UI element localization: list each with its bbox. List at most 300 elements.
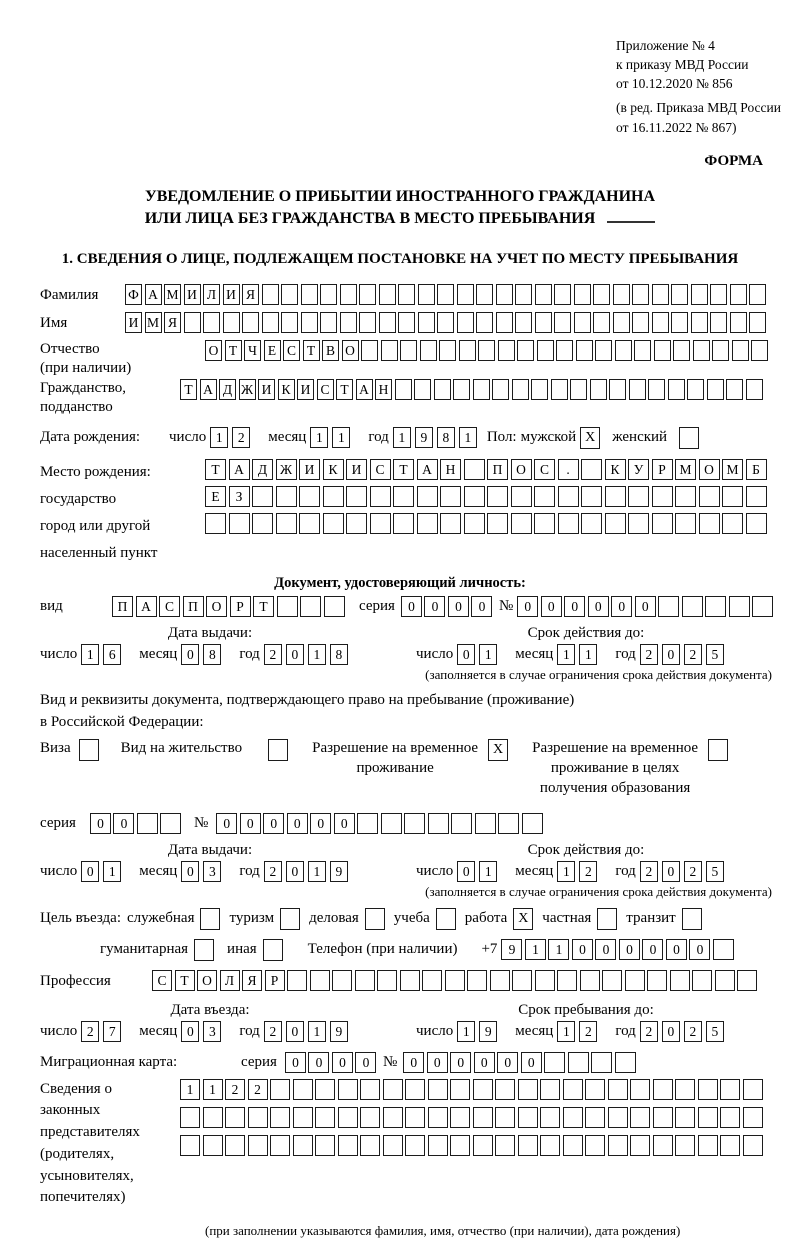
char-cell[interactable] [340,312,357,333]
char-cell[interactable]: Е [205,486,226,507]
char-cell[interactable] [557,970,577,991]
char-cell[interactable]: И [184,284,201,305]
char-cell[interactable] [632,284,649,305]
char-cell[interactable]: Я [164,312,181,333]
char-cell[interactable] [732,340,749,361]
char-cell[interactable] [698,1079,718,1100]
char-cell[interactable]: 1 [103,861,121,882]
char-cell[interactable] [242,312,259,333]
temp-residence-checkbox[interactable]: X [488,739,508,761]
char-cell[interactable]: 0 [403,1052,424,1073]
sex-male-checkbox[interactable]: X [580,427,600,449]
char-cell[interactable] [648,379,665,400]
char-cell[interactable] [712,340,729,361]
char-cell[interactable] [395,379,412,400]
char-cell[interactable]: 5 [706,644,724,665]
char-cell[interactable]: Б [746,459,767,480]
char-cell[interactable] [393,486,414,507]
char-cell[interactable] [581,513,602,534]
char-cell[interactable] [595,340,612,361]
char-cell[interactable]: 3 [203,1021,221,1042]
char-cell[interactable] [467,970,487,991]
char-cell[interactable] [487,513,508,534]
char-cell[interactable] [630,1079,650,1100]
char-cell[interactable] [675,1107,695,1128]
char-cell[interactable] [585,1107,605,1128]
char-cell[interactable] [630,1107,650,1128]
purpose-sluzhebnaya-checkbox[interactable] [200,908,220,930]
char-cell[interactable] [540,1079,560,1100]
char-cell[interactable]: И [125,312,142,333]
char-cell[interactable] [324,596,345,617]
char-cell[interactable] [535,312,552,333]
char-cell[interactable]: 0 [286,1021,304,1042]
char-cell[interactable] [475,813,496,834]
char-cell[interactable] [574,312,591,333]
char-cell[interactable] [671,284,688,305]
char-cell[interactable] [535,284,552,305]
char-cell[interactable] [563,1135,583,1156]
char-cell[interactable] [457,284,474,305]
char-cell[interactable]: 0 [332,1052,353,1073]
char-cell[interactable]: 1 [180,1079,200,1100]
char-cell[interactable]: К [605,459,626,480]
char-cell[interactable] [540,1107,560,1128]
char-cell[interactable] [554,284,571,305]
char-cell[interactable]: 1 [393,427,411,448]
char-cell[interactable] [203,1107,223,1128]
char-cell[interactable] [535,970,555,991]
char-cell[interactable] [487,486,508,507]
char-cell[interactable]: 0 [572,939,593,960]
char-cell[interactable]: В [322,340,339,361]
char-cell[interactable] [591,1052,612,1073]
char-cell[interactable] [534,513,555,534]
temp-residence-education-checkbox[interactable] [708,739,728,761]
char-cell[interactable] [381,340,398,361]
char-cell[interactable] [404,813,425,834]
char-cell[interactable]: 1 [308,1021,326,1042]
char-cell[interactable]: 0 [263,813,284,834]
char-cell[interactable]: 9 [501,939,522,960]
char-cell[interactable] [613,284,630,305]
char-cell[interactable]: 9 [415,427,433,448]
char-cell[interactable] [492,379,509,400]
char-cell[interactable] [293,1135,313,1156]
char-cell[interactable] [608,1107,628,1128]
char-cell[interactable] [451,813,472,834]
char-cell[interactable] [707,379,724,400]
purpose-delovaya-checkbox[interactable] [365,908,385,930]
char-cell[interactable] [715,970,735,991]
char-cell[interactable]: 1 [579,644,597,665]
char-cell[interactable] [434,379,451,400]
char-cell[interactable] [252,513,273,534]
char-cell[interactable] [687,379,704,400]
char-cell[interactable]: А [145,284,162,305]
char-cell[interactable] [512,970,532,991]
char-cell[interactable]: И [346,459,367,480]
char-cell[interactable]: 0 [471,596,492,617]
char-cell[interactable] [671,312,688,333]
char-cell[interactable] [360,1107,380,1128]
char-cell[interactable] [360,1135,380,1156]
char-cell[interactable] [315,1079,335,1100]
char-cell[interactable] [653,1107,673,1128]
char-cell[interactable] [338,1135,358,1156]
char-cell[interactable]: К [323,459,344,480]
char-cell[interactable]: П [183,596,204,617]
char-cell[interactable]: П [487,459,508,480]
char-cell[interactable]: 0 [181,861,199,882]
char-cell[interactable] [473,1107,493,1128]
char-cell[interactable]: О [206,596,227,617]
char-cell[interactable] [574,284,591,305]
char-cell[interactable] [495,1079,515,1100]
char-cell[interactable] [675,1079,695,1100]
char-cell[interactable]: 0 [564,596,585,617]
char-cell[interactable] [360,1079,380,1100]
char-cell[interactable] [301,284,318,305]
char-cell[interactable] [730,312,747,333]
char-cell[interactable] [511,486,532,507]
char-cell[interactable]: 0 [310,813,331,834]
char-cell[interactable]: Ч [244,340,261,361]
char-cell[interactable] [439,340,456,361]
char-cell[interactable]: О [197,970,217,991]
char-cell[interactable] [398,284,415,305]
char-cell[interactable]: 2 [264,861,282,882]
char-cell[interactable] [450,1107,470,1128]
char-cell[interactable] [512,379,529,400]
char-cell[interactable] [270,1107,290,1128]
char-cell[interactable]: Р [230,596,251,617]
char-cell[interactable]: 2 [640,1021,658,1042]
char-cell[interactable]: 1 [210,427,228,448]
char-cell[interactable] [737,970,757,991]
char-cell[interactable] [608,1079,628,1100]
sex-female-checkbox[interactable] [679,427,699,449]
char-cell[interactable]: Е [264,340,281,361]
char-cell[interactable]: 0 [666,939,687,960]
char-cell[interactable]: 9 [330,861,348,882]
char-cell[interactable]: 0 [474,1052,495,1073]
char-cell[interactable] [593,284,610,305]
char-cell[interactable] [581,486,602,507]
char-cell[interactable]: 1 [308,861,326,882]
char-cell[interactable]: 1 [479,644,497,665]
char-cell[interactable]: 0 [457,644,475,665]
char-cell[interactable] [450,1079,470,1100]
char-cell[interactable]: 0 [595,939,616,960]
char-cell[interactable] [675,513,696,534]
char-cell[interactable]: С [534,459,555,480]
char-cell[interactable] [225,1135,245,1156]
char-cell[interactable] [713,939,734,960]
char-cell[interactable]: 0 [541,596,562,617]
char-cell[interactable] [556,340,573,361]
char-cell[interactable]: 2 [579,861,597,882]
char-cell[interactable] [585,1135,605,1156]
char-cell[interactable]: 1 [332,427,350,448]
purpose-tranzit-checkbox[interactable] [682,908,702,930]
char-cell[interactable] [400,340,417,361]
char-cell[interactable]: 1 [310,427,328,448]
char-cell[interactable] [496,312,513,333]
char-cell[interactable] [710,284,727,305]
char-cell[interactable] [338,1079,358,1100]
char-cell[interactable] [498,813,519,834]
char-cell[interactable] [605,513,626,534]
purpose-ucheba-checkbox[interactable] [436,908,456,930]
char-cell[interactable]: 0 [611,596,632,617]
char-cell[interactable]: Т [393,459,414,480]
char-cell[interactable] [515,312,532,333]
char-cell[interactable] [675,486,696,507]
char-cell[interactable] [668,379,685,400]
char-cell[interactable] [652,284,669,305]
char-cell[interactable]: А [136,596,157,617]
char-cell[interactable] [746,486,767,507]
char-cell[interactable] [310,970,330,991]
char-cell[interactable] [440,486,461,507]
char-cell[interactable] [252,486,273,507]
char-cell[interactable] [522,813,543,834]
char-cell[interactable] [558,486,579,507]
char-cell[interactable] [445,970,465,991]
char-cell[interactable]: Т [303,340,320,361]
char-cell[interactable]: 0 [588,596,609,617]
visa-checkbox[interactable] [79,739,99,761]
char-cell[interactable] [320,312,337,333]
char-cell[interactable] [346,486,367,507]
char-cell[interactable]: 0 [457,861,475,882]
char-cell[interactable] [563,1107,583,1128]
char-cell[interactable] [299,486,320,507]
char-cell[interactable] [440,513,461,534]
char-cell[interactable]: О [511,459,532,480]
char-cell[interactable] [531,379,548,400]
char-cell[interactable] [515,284,532,305]
char-cell[interactable] [248,1135,268,1156]
char-cell[interactable]: Я [242,284,259,305]
char-cell[interactable] [743,1079,763,1100]
char-cell[interactable] [405,1135,425,1156]
char-cell[interactable] [393,513,414,534]
char-cell[interactable] [518,1079,538,1100]
char-cell[interactable]: А [356,379,373,400]
char-cell[interactable] [428,1135,448,1156]
char-cell[interactable]: 2 [684,861,702,882]
char-cell[interactable]: К [278,379,295,400]
char-cell[interactable] [593,312,610,333]
char-cell[interactable] [675,1135,695,1156]
char-cell[interactable]: 0 [113,813,134,834]
char-cell[interactable] [361,340,378,361]
char-cell[interactable] [518,1107,538,1128]
char-cell[interactable] [710,312,727,333]
char-cell[interactable]: С [152,970,172,991]
char-cell[interactable] [698,1107,718,1128]
char-cell[interactable] [473,379,490,400]
char-cell[interactable] [160,813,181,834]
char-cell[interactable]: Д [219,379,236,400]
char-cell[interactable]: 0 [81,861,99,882]
char-cell[interactable]: 2 [248,1079,268,1100]
char-cell[interactable]: 0 [334,813,355,834]
char-cell[interactable]: 1 [459,427,477,448]
char-cell[interactable] [581,459,602,480]
char-cell[interactable]: 1 [203,1079,223,1100]
char-cell[interactable] [473,1079,493,1100]
char-cell[interactable]: Т [180,379,197,400]
char-cell[interactable]: 0 [497,1052,518,1073]
char-cell[interactable]: Я [242,970,262,991]
char-cell[interactable] [346,513,367,534]
char-cell[interactable]: 8 [437,427,455,448]
char-cell[interactable]: 0 [427,1052,448,1073]
char-cell[interactable] [377,970,397,991]
char-cell[interactable] [629,379,646,400]
char-cell[interactable]: 1 [525,939,546,960]
char-cell[interactable]: 7 [103,1021,121,1042]
char-cell[interactable]: 2 [264,1021,282,1042]
char-cell[interactable]: С [370,459,391,480]
char-cell[interactable] [729,596,750,617]
char-cell[interactable] [473,1135,493,1156]
char-cell[interactable]: М [164,284,181,305]
char-cell[interactable]: Т [205,459,226,480]
char-cell[interactable]: 0 [355,1052,376,1073]
purpose-inaya-checkbox[interactable] [263,939,283,961]
char-cell[interactable]: 2 [579,1021,597,1042]
char-cell[interactable]: 0 [286,861,304,882]
char-cell[interactable]: Л [220,970,240,991]
char-cell[interactable] [653,1079,673,1100]
char-cell[interactable] [359,312,376,333]
char-cell[interactable] [340,284,357,305]
char-cell[interactable]: И [223,284,240,305]
char-cell[interactable] [293,1079,313,1100]
char-cell[interactable] [654,340,671,361]
purpose-rabota-checkbox[interactable]: X [513,908,533,930]
char-cell[interactable] [746,513,767,534]
char-cell[interactable] [281,312,298,333]
char-cell[interactable] [225,1107,245,1128]
char-cell[interactable] [400,970,420,991]
char-cell[interactable]: И [258,379,275,400]
char-cell[interactable] [417,513,438,534]
char-cell[interactable]: П [112,596,133,617]
char-cell[interactable]: М [675,459,696,480]
char-cell[interactable] [379,312,396,333]
char-cell[interactable]: 9 [479,1021,497,1042]
char-cell[interactable]: . [558,459,579,480]
char-cell[interactable] [634,340,651,361]
char-cell[interactable]: 0 [308,1052,329,1073]
char-cell[interactable] [428,813,449,834]
purpose-turizm-checkbox[interactable] [280,908,300,930]
char-cell[interactable] [647,970,667,991]
char-cell[interactable] [670,970,690,991]
char-cell[interactable]: О [342,340,359,361]
char-cell[interactable] [405,1107,425,1128]
char-cell[interactable]: 5 [706,861,724,882]
char-cell[interactable] [223,312,240,333]
char-cell[interactable] [414,379,431,400]
char-cell[interactable] [437,312,454,333]
char-cell[interactable] [692,970,712,991]
char-cell[interactable] [705,596,726,617]
char-cell[interactable] [544,1052,565,1073]
char-cell[interactable] [496,284,513,305]
char-cell[interactable]: О [205,340,222,361]
char-cell[interactable] [300,596,321,617]
char-cell[interactable]: 0 [285,1052,306,1073]
char-cell[interactable] [720,1107,740,1128]
char-cell[interactable]: З [229,486,250,507]
char-cell[interactable] [673,340,690,361]
char-cell[interactable]: 3 [203,861,221,882]
char-cell[interactable]: И [299,459,320,480]
char-cell[interactable]: 9 [330,1021,348,1042]
char-cell[interactable] [457,312,474,333]
char-cell[interactable] [420,340,437,361]
char-cell[interactable] [476,284,493,305]
char-cell[interactable]: 0 [401,596,422,617]
char-cell[interactable]: Т [175,970,195,991]
char-cell[interactable] [749,312,766,333]
char-cell[interactable]: 2 [81,1021,99,1042]
purpose-gumanitarnaya-checkbox[interactable] [194,939,214,961]
char-cell[interactable] [405,1079,425,1100]
char-cell[interactable] [698,1135,718,1156]
char-cell[interactable]: 0 [662,861,680,882]
char-cell[interactable] [205,513,226,534]
char-cell[interactable]: 0 [619,939,640,960]
char-cell[interactable] [537,340,554,361]
char-cell[interactable] [137,813,158,834]
char-cell[interactable]: Т [225,340,242,361]
char-cell[interactable]: Ж [276,459,297,480]
char-cell[interactable]: 0 [642,939,663,960]
char-cell[interactable]: 2 [640,861,658,882]
char-cell[interactable] [293,1107,313,1128]
char-cell[interactable]: У [628,459,649,480]
char-cell[interactable]: 2 [232,427,250,448]
char-cell[interactable] [276,486,297,507]
char-cell[interactable] [615,340,632,361]
char-cell[interactable] [453,379,470,400]
char-cell[interactable]: Ф [125,284,142,305]
char-cell[interactable] [287,970,307,991]
char-cell[interactable] [730,284,747,305]
char-cell[interactable] [625,970,645,991]
char-cell[interactable] [518,1135,538,1156]
char-cell[interactable]: 0 [216,813,237,834]
char-cell[interactable]: 2 [225,1079,245,1100]
char-cell[interactable] [476,312,493,333]
char-cell[interactable] [609,379,626,400]
char-cell[interactable] [652,312,669,333]
char-cell[interactable]: 0 [517,596,538,617]
char-cell[interactable] [632,312,649,333]
char-cell[interactable]: Т [336,379,353,400]
char-cell[interactable] [464,486,485,507]
char-cell[interactable]: Д [252,459,273,480]
char-cell[interactable]: 1 [308,644,326,665]
char-cell[interactable] [323,513,344,534]
